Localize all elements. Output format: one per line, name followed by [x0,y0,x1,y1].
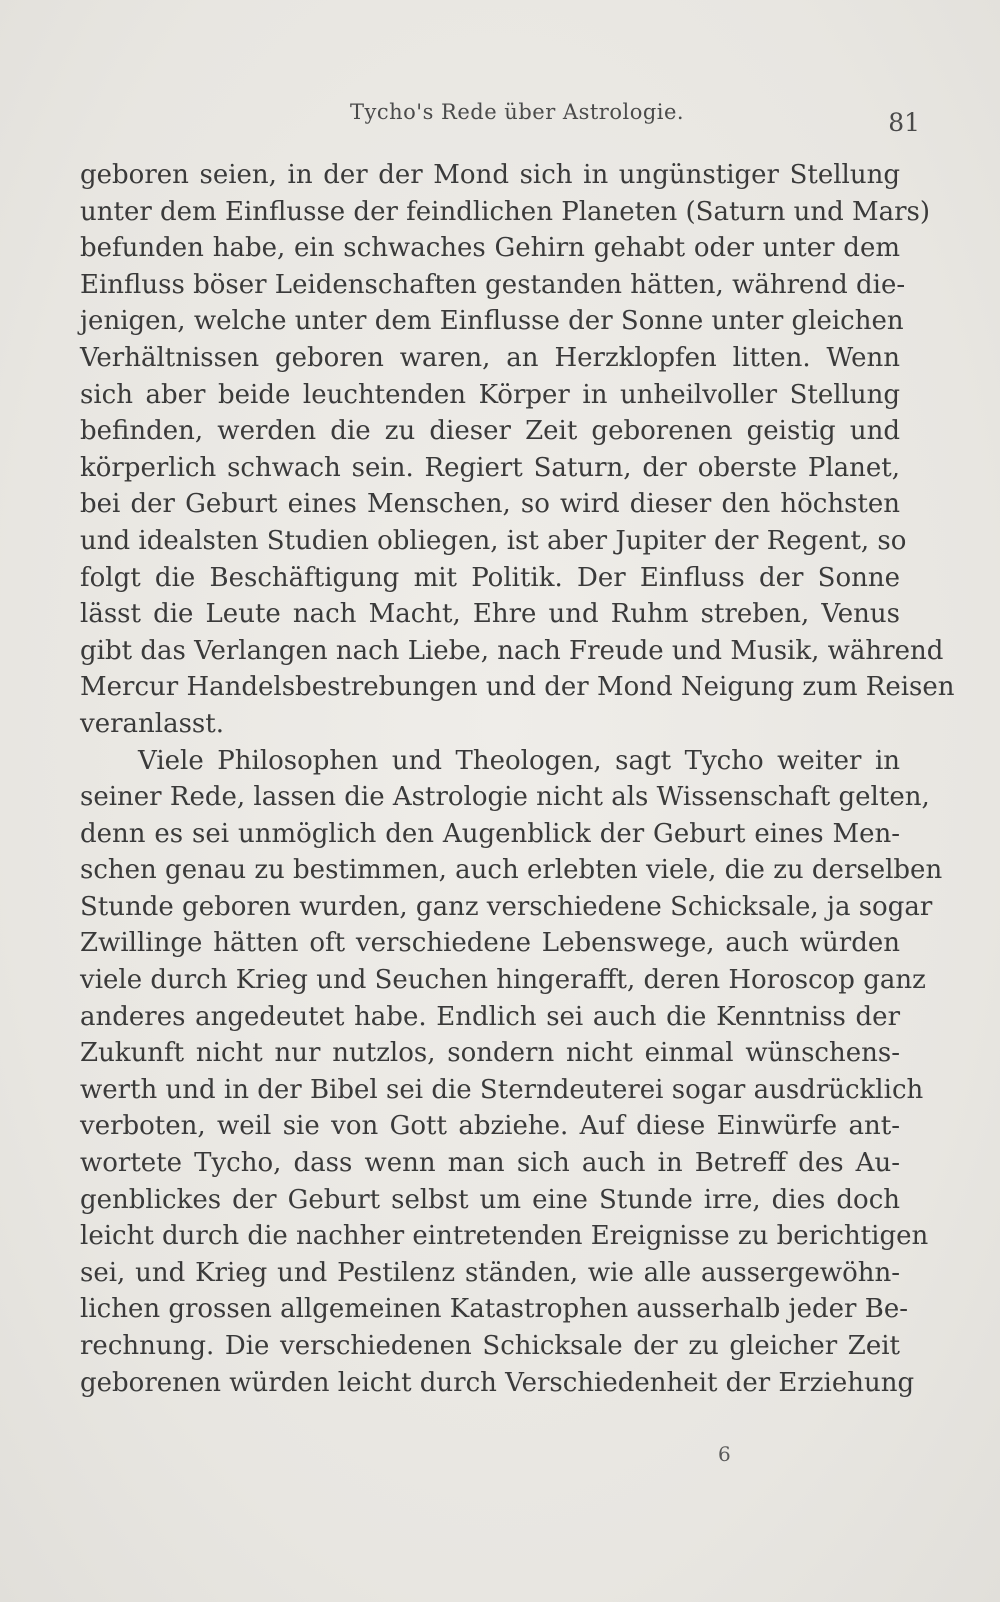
text-line: genblickes der Geburt selbst um eine Stunde irre, dies doch [80,1184,900,1215]
text-line: folgt die Beschäftigung mit Politik. Der Einfluss der Sonne [80,562,900,593]
running-title: Tycho's Rede über Astrologie. [350,100,685,124]
text-line: lässt die Leute nach Macht, Ehre und Ruhm streben, Venus [80,599,900,630]
text-line: körperlich schwach sein. Regiert Saturn, der oberste Planet, [80,452,900,483]
text-line: wortete Tycho, dass wenn man sich auch in Betreff des Au- [80,1148,900,1179]
text-line: Stunde geboren wurden, ganz verschiedene Schicksale, ja sogar [80,891,933,922]
text-line: denn es sei unmöglich den Augenblick der Geburt eines Men- [80,818,900,849]
text-line: werth und in der Bibel sei die Sterndeuterei sogar ausdrücklich [80,1074,924,1105]
text-line: geborenen würden leicht durch Verschiedenheit der Erziehung [80,1367,915,1398]
text-line: sei, und Krieg und Pestilenz ständen, wie alle aussergewöhn- [80,1257,900,1288]
text-line: geboren seien, in der der Mond sich in ungünstiger Stellung [80,160,900,190]
text-line: schen genau zu bestimmen, auch erlebten viele, die zu derselben [80,855,943,886]
text-line: seiner Rede, lassen die Astrologie nicht als Wissenschaft gelten, [80,782,930,813]
text-line: jenigen, welche unter dem Einflusse der Sonne unter gleichen [80,306,904,337]
text-line: Zukunft nicht nur nutzlos, sondern nicht einmal wünschens- [80,1038,900,1069]
paragraph [80,743,943,1402]
text-line: Zwillinge hätten oft verschiedene Lebenswege, auch würden [80,928,900,959]
text-line: befunden habe, ein schwaches Gehirn gehabt oder unter dem [80,233,900,264]
text-line: Einfluss böser Leidenschaften gestanden hätten, während die- [80,269,906,300]
page-number: 81 [888,108,920,137]
text-line: und idealsten Studien obliegen, ist aber Jupiter der Regent, so [80,525,907,556]
text-line: rechnung. Die verschiedenen Schicksale der zu gleicher Zeit [80,1331,900,1361]
text-line: bei der Geburt eines Menschen, so wird dieser den höchsten [80,489,900,520]
text-line: anderes angedeutet habe. Endlich sei auch die Kenntniss der [80,1001,900,1032]
text-line: befinden, werden die zu dieser Zeit geborenen geistig und [80,416,900,447]
text-line: verboten, weil sie von Gott abziehe. Auf diese Einwürfe ant- [80,1111,900,1142]
text-line: Mercur Handelsbestrebungen und der Mond Neigung zum Reisen [80,672,955,703]
text-line: sich aber beide leuchtenden Körper in unheilvoller Stellung [80,379,900,410]
text-line: lichen grossen allgemeinen Katastrophen ausserhalb jeder Be- [80,1294,909,1325]
text-line: viele durch Krieg und Seuchen hingerafft, deren Horoscop ganz [80,965,926,996]
body-text [80,157,955,1401]
paragraph [80,157,955,743]
text-line: veranlasst. [80,708,224,739]
signature-mark: 6 [718,1442,731,1466]
text-line: gibt das Verlangen nach Liebe, nach Freude und Musik, während [80,635,944,666]
text-line: unter dem Einflusse der feindlichen Planeten (Saturn und Mars) [80,196,931,227]
text-line: Verhältnissen geboren waren, an Herzklopfen litten. Wenn [80,342,900,373]
text-line: Viele Philosophen und Theologen, sagt Tycho weiter in [138,745,900,776]
page-header [60,100,920,140]
text-line: leicht durch die nachher eintretenden Ereignisse zu berichtigen [80,1221,929,1252]
